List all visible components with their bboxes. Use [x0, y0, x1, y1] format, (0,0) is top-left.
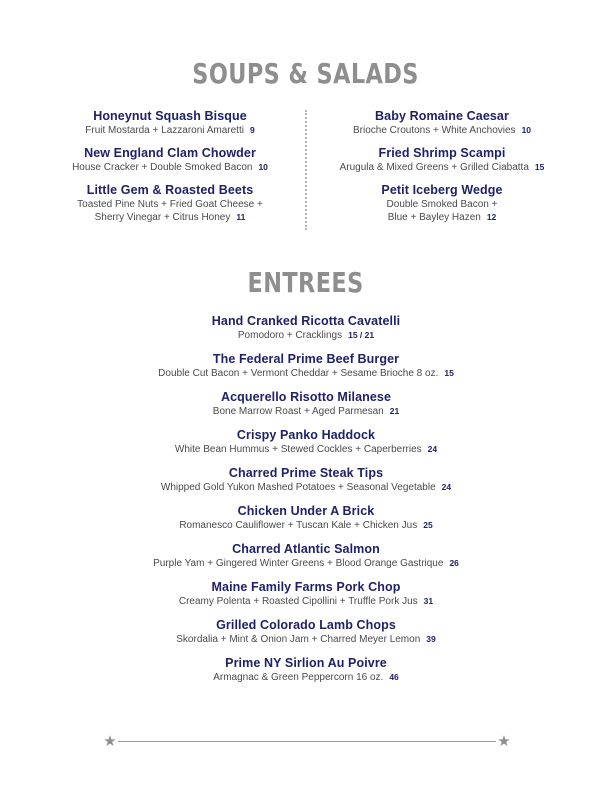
item-price: 10 [258, 162, 268, 172]
item-price: 10 [521, 125, 532, 135]
menu-item [45, 182, 295, 224]
item-price: 24 [441, 482, 452, 492]
item-name: Fried Shrimp Scampi [378, 146, 506, 160]
item-name: Baby Romaine Caesar [375, 109, 509, 123]
menu-item [60, 351, 552, 380]
item-description: Whipped Gold Yukon Mashed Potatoes + Seasonal Vegetable 24 [160, 482, 452, 493]
item-price: 11 [236, 212, 246, 222]
item-price: 21 [389, 406, 400, 416]
column-divider [305, 110, 307, 230]
item-name: Maine Family Farms Pork Chop [211, 580, 401, 594]
star-icon: ★ [497, 732, 511, 750]
menu-item [60, 579, 552, 608]
item-price: 15 / 21 [348, 330, 375, 340]
item-price: 39 [426, 634, 436, 644]
item-price: 46 [389, 672, 399, 682]
menu-item [60, 503, 552, 532]
item-name: Petit Iceberg Wedge [381, 183, 503, 197]
item-description: Double Cut Bacon + Vermont Cheddar + Sesame Brioche 8 oz. 15 [158, 368, 454, 379]
item-price: 25 [423, 520, 433, 530]
menu-item [60, 389, 552, 418]
item-name: New England Clam Chowder [84, 146, 256, 160]
item-description: Creamy Polenta + Roasted Cipollini + Truffle Pork Jus 31 [178, 596, 434, 607]
item-description: House Cracker + Double Smoked Bacon 10 [72, 162, 268, 173]
item-price: 15 [444, 368, 454, 378]
item-name: Honeynut Squash Bisque [93, 109, 247, 123]
item-description: Skordalia + Mint & Onion Jam + Charred Meyer Lemon 39 [176, 634, 436, 645]
item-name: Grilled Colorado Lamb Chops [216, 618, 396, 632]
menu-item [317, 108, 567, 137]
menu-item [45, 108, 295, 137]
item-name: Charred Prime Steak Tips [228, 466, 384, 480]
entrees-list [60, 313, 552, 693]
item-price: 9 [249, 125, 255, 135]
item-description: Double Smoked Bacon + [386, 199, 498, 210]
item-description: Purple Yam + Gingered Winter Greens + Blood Orange Gastrique 26 [153, 558, 459, 569]
menu-item [60, 465, 552, 494]
item-name: Prime NY Sirlion Au Poivre [225, 656, 387, 670]
item-description: Pomodoro + Cracklings 15 / 21 [237, 330, 375, 341]
menu-item [60, 427, 552, 456]
menu-item [45, 145, 295, 174]
footer-divider [102, 733, 512, 749]
soups-salads-heading: SOUPS & SALADS [192, 57, 420, 90]
item-description: White Bean Hummus + Stewed Cockles + Caperberries 24 [174, 444, 438, 455]
item-description: Bone Marrow Roast + Aged Parmesan 21 [212, 406, 400, 417]
soups-salads-left-column [45, 108, 295, 232]
item-description: Sherry Vinegar + Citrus Honey 11 [94, 212, 246, 223]
item-name: The Federal Prime Beef Burger [212, 352, 400, 366]
item-description: Fruit Mostarda + Lazzaroni Amaretti 9 [85, 125, 255, 136]
item-price: 31 [423, 596, 434, 606]
item-description: Toasted Pine Nuts + Fried Goat Cheese + [77, 199, 263, 210]
item-description: Blue + Bayley Hazen 12 [387, 212, 497, 223]
item-description: Brioche Croutons + White Anchovies 10 [352, 125, 532, 136]
item-description: Arugula & Mixed Greens + Grilled Ciabatta 15 [339, 162, 545, 173]
item-price: 12 [486, 212, 497, 222]
menu-item [60, 655, 552, 684]
footer-line [118, 741, 496, 742]
item-name: Little Gem & Roasted Beets [86, 183, 254, 197]
menu-item [60, 617, 552, 646]
soups-salads-right-column [317, 108, 567, 232]
item-name: Crispy Panko Haddock [236, 428, 376, 442]
menu-item [317, 145, 567, 174]
menu-item [317, 182, 567, 224]
item-name: Acquerello Risotto Milanese [220, 390, 392, 404]
entrees-heading: ENTREES [247, 266, 365, 299]
item-price: 15 [534, 162, 545, 172]
item-name: Charred Atlantic Salmon [232, 542, 380, 556]
item-name: Chicken Under A Brick [237, 504, 375, 518]
menu-item [60, 313, 552, 342]
item-price: 26 [449, 558, 459, 568]
item-price: 24 [427, 444, 438, 454]
menu-item [60, 541, 552, 570]
item-description: Armagnac & Green Peppercorn 16 oz. 46 [213, 672, 399, 683]
item-name: Hand Cranked Ricotta Cavatelli [211, 314, 401, 328]
star-icon: ★ [103, 732, 117, 750]
item-description: Romanesco Cauliflower + Tuscan Kale + Chicken Jus 25 [179, 520, 433, 531]
